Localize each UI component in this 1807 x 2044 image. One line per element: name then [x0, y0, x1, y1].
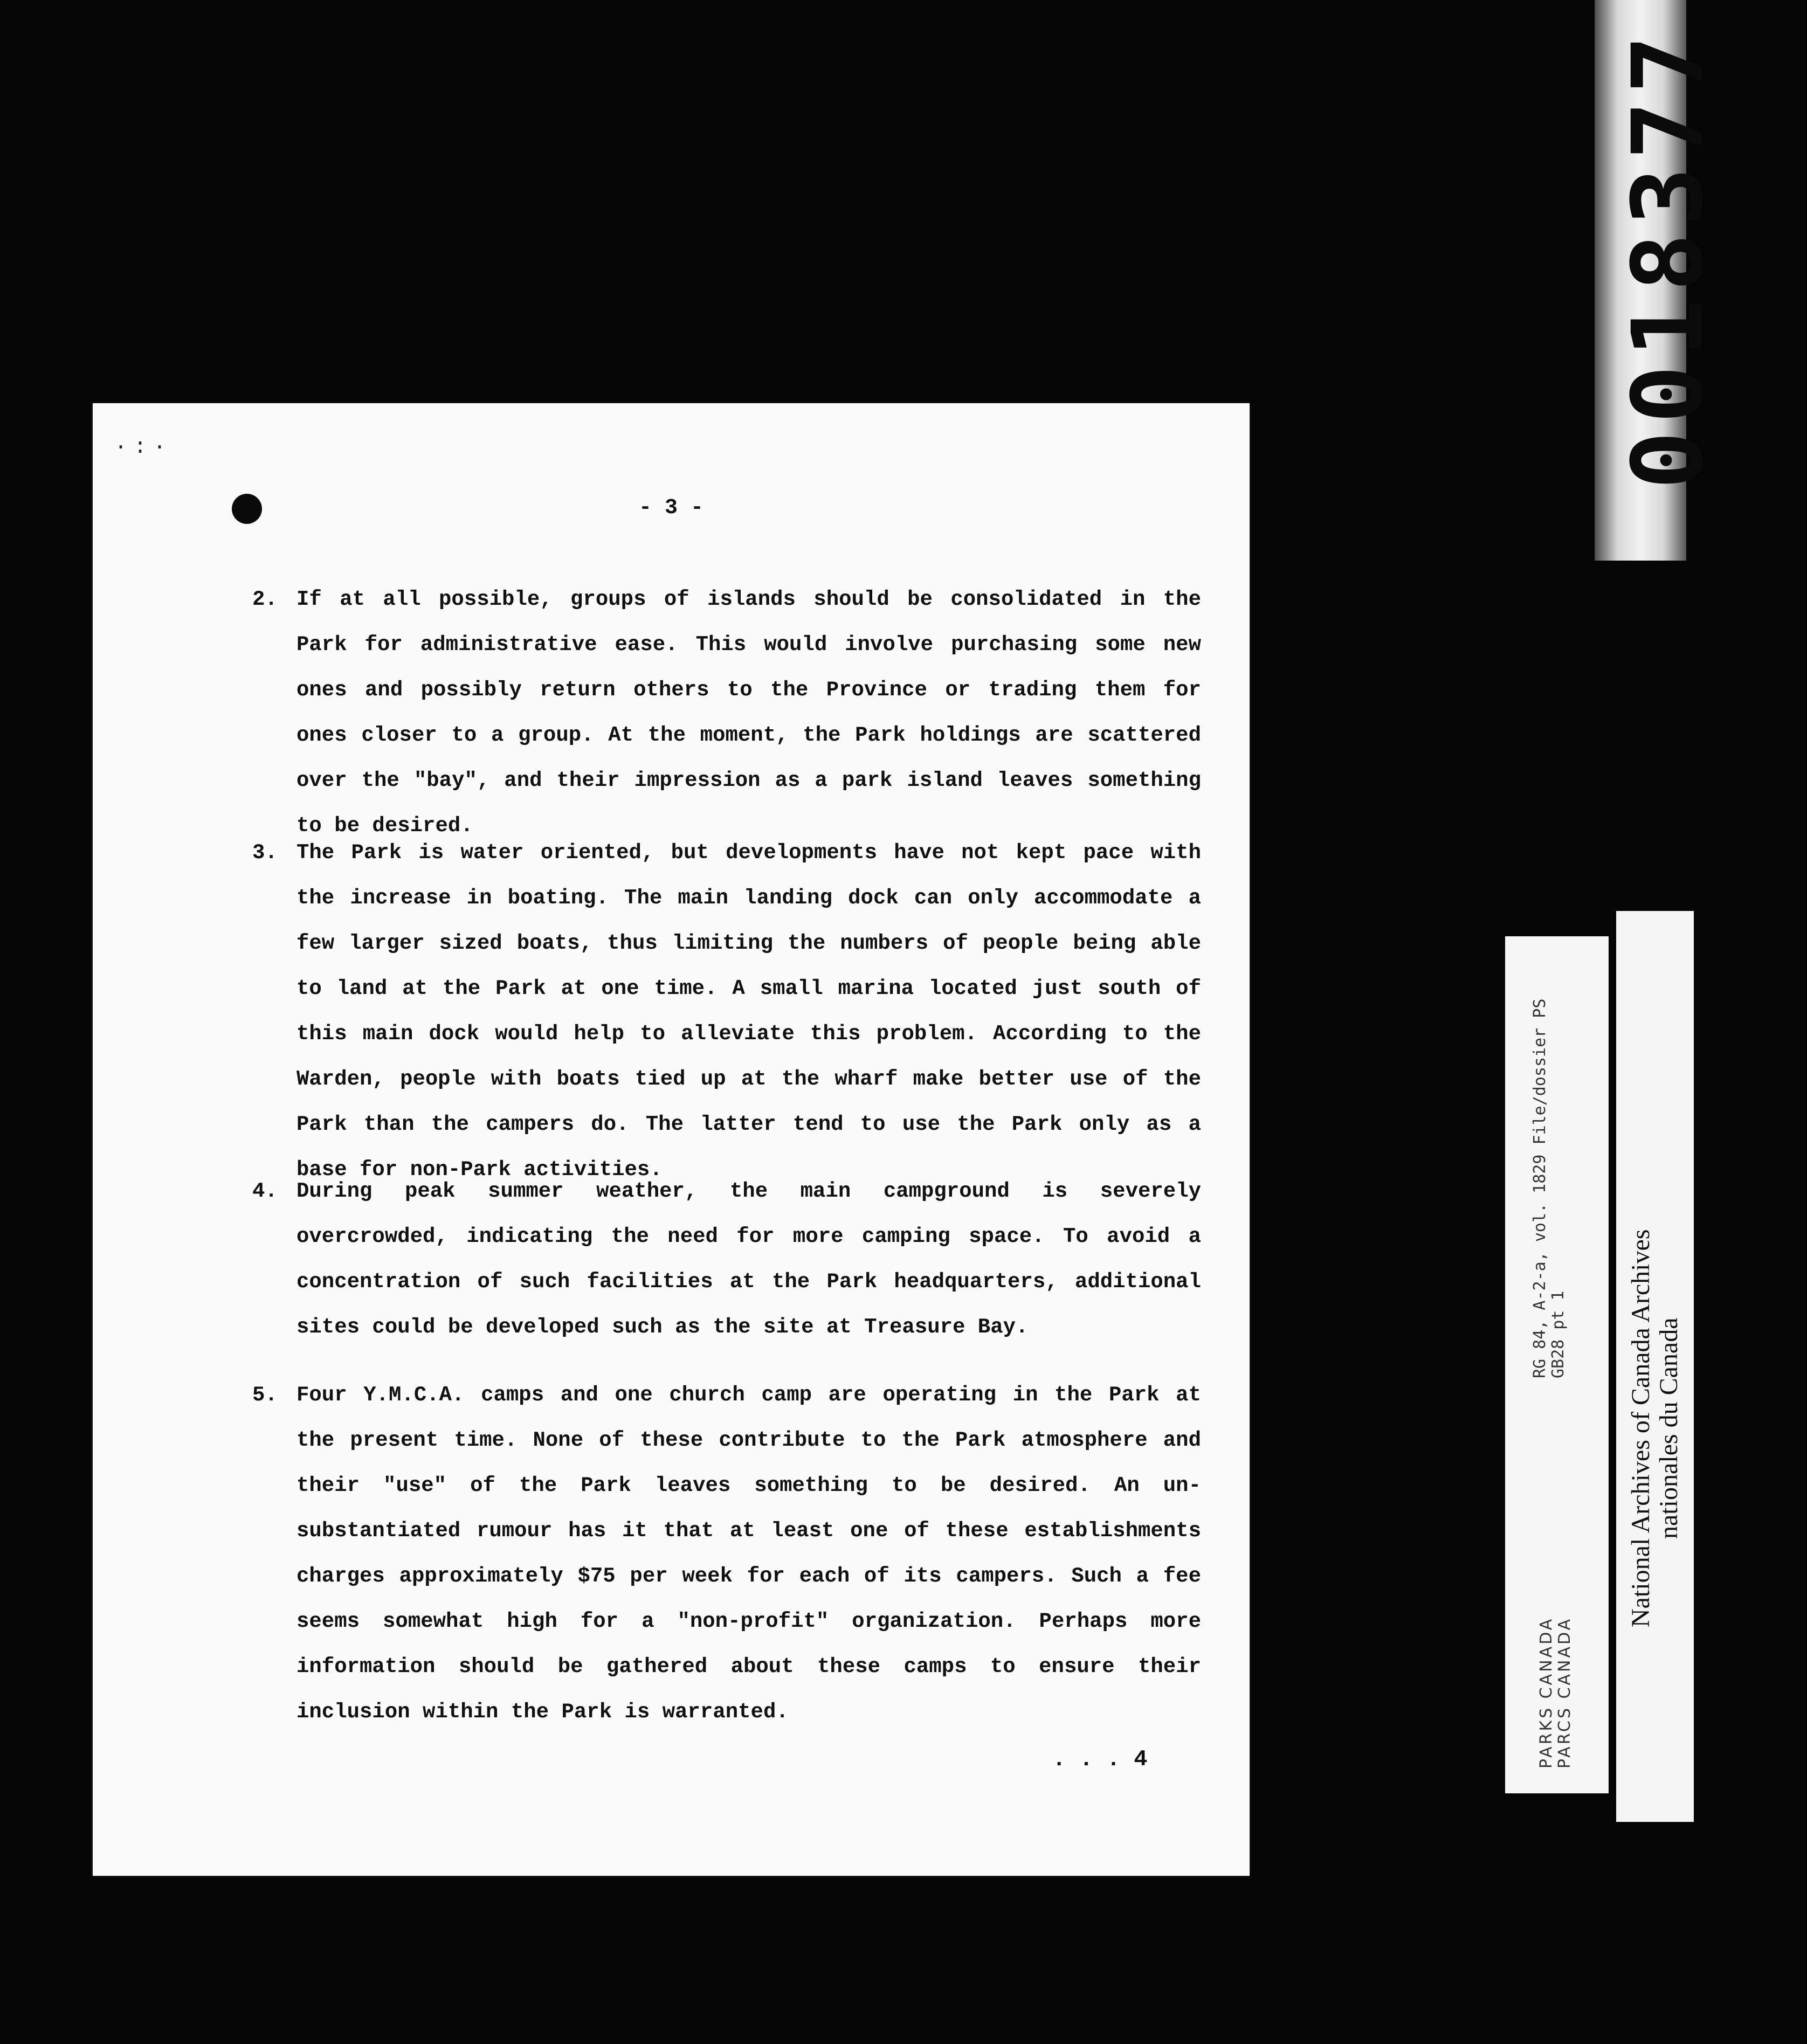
item-text: If at all possible, groups of islands should be consolidated in the Park for administrative ease. This would involve purchasing some new ones and possibly return others to the Province or trading them for ones closer to a group. At the moment, the Park holdings are scattered over the "bay", and their impression as a park island leaves something to be desired.	[296, 588, 1201, 838]
list-item	[252, 1372, 1201, 1735]
archive-reference: RG 84, A-2-a, vol. 1829 File/dossier PS GB28 pt 1	[1530, 998, 1568, 1378]
item-text: During peak summer weather, the main campground is severely overcrowded, indicating the need for more camping space. To avoid a concentration of such facilities at the Park headquarters, additional sites could be developed such as the site at Treasure Bay.	[296, 1179, 1201, 1339]
frame-number: 0018377	[1612, 27, 1725, 490]
list-item	[252, 577, 1201, 848]
item-text: Four Y.M.C.A. camps and one church camp are operating in the Park at the present time. None of these contribute to the Park atmosphere and their "use" of the Park leaves something to be desired. An un-substantiated rumour has it that at least one of these establishments charges approximately $75 per week for each of its campers. Such a fee seems somewhat high for a "non-profit" organization. Perhaps more information should be gathered about these camps to ensure their inclusion within the Park is warranted.	[296, 1383, 1201, 1724]
list-item	[252, 830, 1201, 1192]
list-item	[252, 1169, 1201, 1350]
parks-canada-name: PARKS CANADA PARCS CANADA	[1537, 1617, 1574, 1769]
item-number: 2.	[252, 588, 278, 611]
item-text: The Park is water oriented, but developments have not kept pace with the increase in boating. The main landing dock can only accommodate a few larger sized boats, thus limiting the numbers of people being able to land at the Park at one time. A small marina located just south of this main dock would help to alleviate this problem. According to the Warden, people with boats tied up at the wharf make better use of the Park than the campers do. The latter tend to use the Park only as a base for non-Park activities.	[296, 841, 1201, 1182]
national-archives-label	[1616, 911, 1694, 1822]
item-number: 5.	[252, 1383, 278, 1407]
page-number: - 3 -	[638, 496, 704, 520]
parks-canada-label	[1505, 936, 1609, 1793]
continuation-marker: . . . 4	[1052, 1746, 1148, 1772]
item-number: 4.	[252, 1179, 278, 1203]
national-archives-name: National Archives of Canada Archives nationales du Canada	[1626, 1229, 1683, 1628]
item-number: 3.	[252, 841, 278, 865]
dust-specks: ·:·	[114, 436, 173, 460]
document-page	[93, 403, 1250, 1876]
